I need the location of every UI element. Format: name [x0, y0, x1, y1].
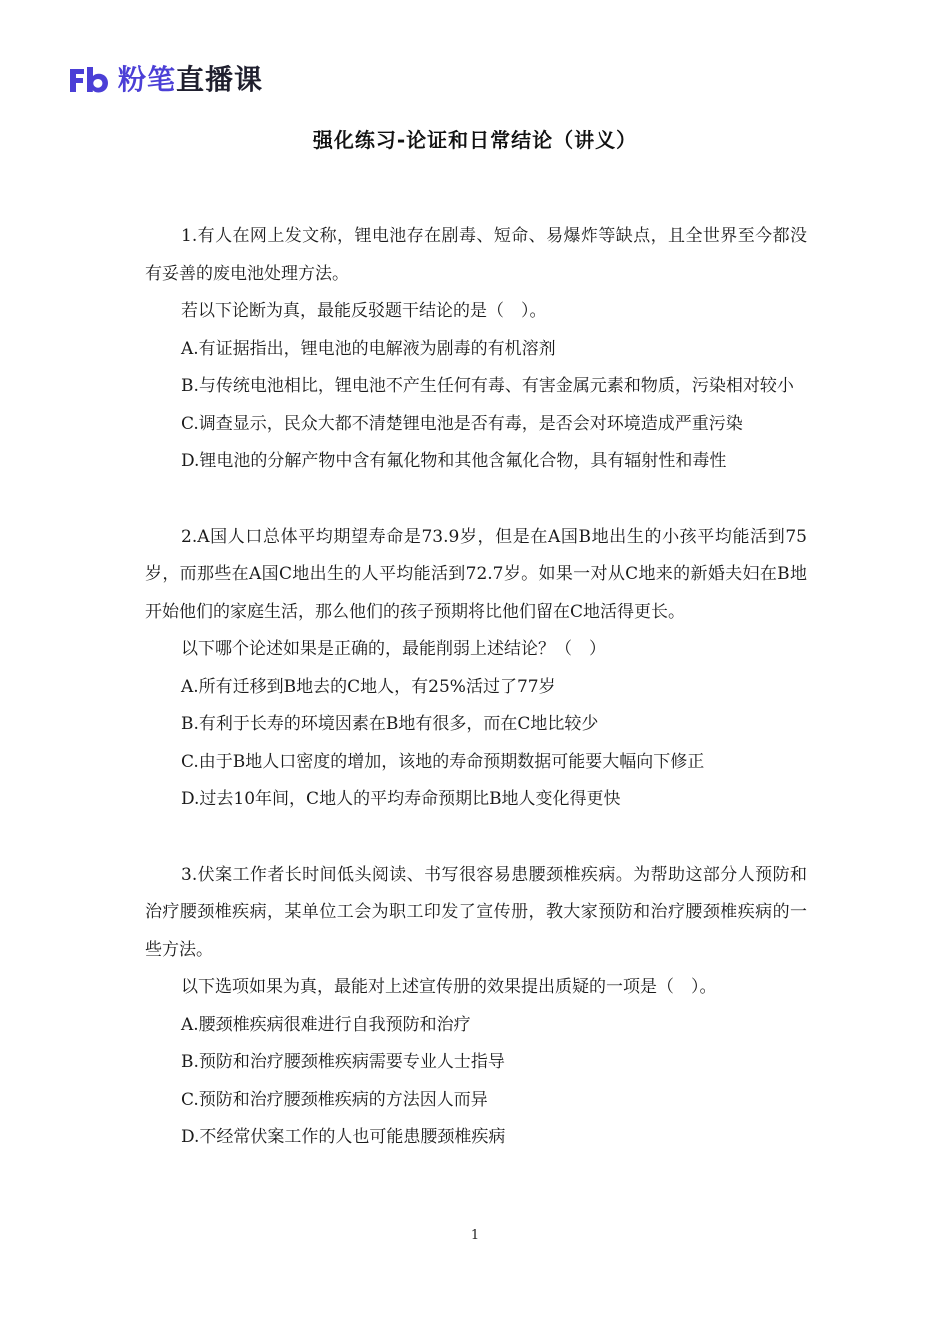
- option-b: B.预防和治疗腰颈椎疾病需要专业人士指导: [181, 1052, 505, 1072]
- brand-name: 粉笔直播课: [118, 63, 264, 96]
- fb-logo-icon: [68, 65, 110, 95]
- document-body: [145, 218, 807, 1195]
- option-a: A.所有迁移到B地去的C地人，有25%活过了77岁: [181, 676, 556, 697]
- question-prompt: 以下选项如果为真，最能对上述宣传册的效果提出质疑的一项是（ ）。: [181, 977, 717, 997]
- question-prompt: 若以下论断为真，最能反驳题干结论的是（ ）。: [181, 301, 547, 321]
- option-b: B.有利于长寿的环境因素在B地有很多，而在C地比较少: [181, 714, 599, 734]
- question-2: [145, 519, 807, 819]
- question-prompt: 以下哪个论述如果是正确的，最能削弱上述结论？（ ）: [181, 639, 606, 659]
- option-c: C.由于B地人口密度的增加，该地的寿命预期数据可能要大幅向下修正: [181, 751, 705, 772]
- option-b: B.与传统电池相比，锂电池不产生任何有毒、有害金属元素和物质，污染相对较小: [181, 376, 794, 396]
- option-c: C.调查显示，民众大都不清楚锂电池是否有毒，是否会对环境造成严重污染: [181, 413, 743, 434]
- option-d: D.不经常伏案工作的人也可能患腰颈椎疾病: [181, 1127, 506, 1147]
- page-title: 强化练习-论证和日常结论（讲义）: [312, 128, 638, 152]
- option-d: D.过去10年间，C地人的平均寿命预期比B地人变化得更快: [181, 789, 621, 809]
- question-stem: 1.有人在网上发文称，锂电池存在剧毒、短命、易爆炸等缺点，且全世界至今都没有妥善的废电池处理方法。: [145, 226, 807, 284]
- option-a: A.腰颈椎疾病很难进行自我预防和治疗: [181, 1014, 471, 1035]
- question-stem: 3.伏案工作者长时间低头阅读、书写很容易患腰颈椎疾病。为帮助这部分人预防和治疗腰颈椎疾病，某单位工会为职工印发了宣传册，教大家预防和治疗腰颈椎疾病的一些方法。: [145, 864, 807, 960]
- question-stem: 2.A国人口总体平均期望寿命是73.9岁，但是在A国B地出生的小孩平均能活到75岁，而那些在A国C地出生的人平均能活到72.7岁。如果一对从C地来的新婚夫妇在B地开始他们的家庭生活，那么他们的孩子预期将比他们留在C地活得更长。: [145, 526, 807, 622]
- brand-logo: [68, 60, 263, 100]
- option-a: A.有证据指出，锂电池的电解液为剧毒的有机溶剂: [181, 338, 556, 359]
- option-d: D.锂电池的分解产物中含有氟化物和其他含氟化合物，具有辐射性和毒性: [181, 451, 727, 471]
- question-1: [145, 218, 807, 481]
- question-3: [145, 857, 807, 1157]
- page-number: 1: [470, 1228, 480, 1243]
- option-c: C.预防和治疗腰颈椎疾病的方法因人而异: [181, 1089, 488, 1110]
